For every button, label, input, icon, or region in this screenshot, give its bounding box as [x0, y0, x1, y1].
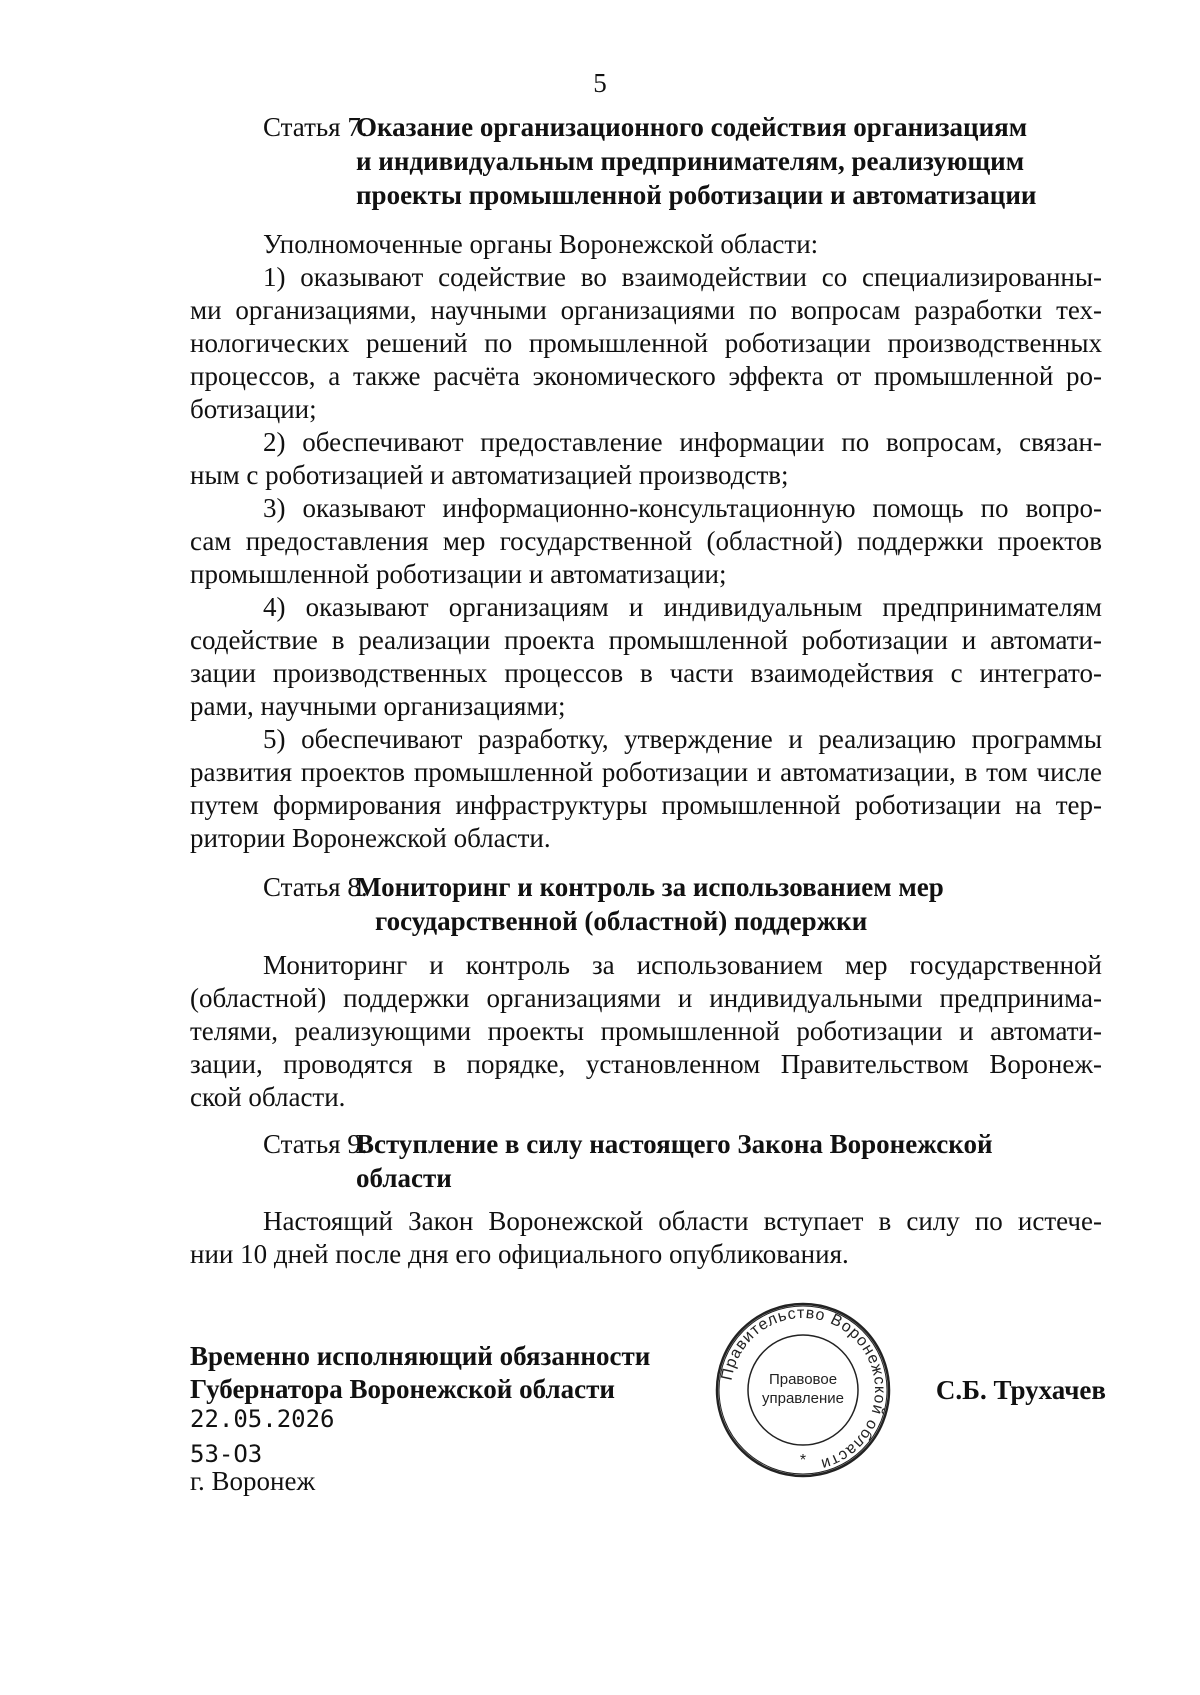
seal-star: *: [799, 1452, 807, 1469]
seal-center-line-1: Правовое: [768, 1371, 838, 1388]
seal-stamp: [713, 1300, 893, 1480]
law-number: 53-ОЗ: [190, 1440, 263, 1468]
item-3: 3) оказывают информационно-консультационную помощь по вопро- сам предоставления мер государственной (областной) поддержки проектов промышленной роботизации и автоматизации;: [190, 493, 1102, 589]
item-4: 4) оказывают организациям и индивидуальным предпринимателям содействие в реализации проекта промышленной роботизации и автомати- зации производственных процессов в части взаимодействия с интеграто- рами, научными организациями;: [190, 592, 1102, 721]
article-7-title-line-1: Оказание организационного содействия организациям: [356, 112, 1028, 142]
article-8-title-line-1: Мониторинг и контроль за использованием мер: [356, 872, 944, 902]
item-2: 2) обеспечивают предоставление информации по вопросам, связан- ным с роботизацией и автоматизацией производств;: [190, 427, 1102, 490]
page-number: 5: [593, 68, 607, 98]
article-7-number: Статья 7.: [263, 112, 368, 142]
article-8-heading: [263, 870, 1103, 938]
article-8-number: Статья 8.: [263, 872, 368, 902]
signature-title-line-1: Временно исполняющий обязанности: [190, 1341, 651, 1371]
article-9-title-line-1: Вступление в силу настоящего Закона Воронежской: [356, 1129, 993, 1159]
signer-name: С.Б. Трухачев: [935, 1375, 1106, 1405]
signature-title: [190, 1340, 650, 1406]
signing-date: 22.05.2026: [190, 1405, 335, 1433]
article-9-heading: [263, 1127, 1103, 1195]
item-1: 1) оказывают содействие во взаимодействии со специализированны- ми организациями, научными организациями по вопросам разработки тех- нологических решений по промышленной роботизации производственных процессов, а также расчёта экономического эффекта от промышленной ро- ботизации;: [190, 262, 1102, 424]
article-8-text: Мониторинг и контроль за использованием мер государственной (областной) поддержки организациями и индивидуальными предпринима- телями, реализующими проекты промышленной роботизации и автомати- зации, проводятся в порядке, установленном Правительством Воронеж- ской области.: [190, 950, 1102, 1112]
article-7-title-line-2: и индивидуальным предпринимателям, реализующим: [356, 146, 1025, 176]
signature-title-line-2: Губернатора Воронежской области: [190, 1374, 615, 1404]
article-7-intro: Уполномоченные органы Воронежской области:: [263, 229, 819, 259]
seal-ring-text: Правительство Воронежской области: [718, 1304, 889, 1473]
article-9-number: Статья 9.: [263, 1129, 368, 1159]
signing-city: г. Воронеж: [190, 1466, 316, 1496]
seal-center-line-2: управление: [761, 1390, 845, 1407]
article-7-title-line-3: проекты промышленной роботизации и автоматизации: [356, 180, 1037, 210]
article-8-title-line-2: государственной (областной) поддержки: [375, 906, 868, 936]
article-9-text: Настоящий Закон Воронежской области вступает в силу по истече- нии 10 дней после дня его официального опубликования.: [190, 1206, 1102, 1269]
item-5: 5) обеспечивают разработку, утверждение и реализацию программы развития проектов промышленной роботизации и автоматизации, в том числе путем формирования инфраструктуры промышленной роботизации на тер- ритории Воронежской области.: [190, 724, 1102, 853]
article-9-title-line-2: области: [356, 1163, 452, 1193]
article-7-heading: [263, 110, 1103, 212]
